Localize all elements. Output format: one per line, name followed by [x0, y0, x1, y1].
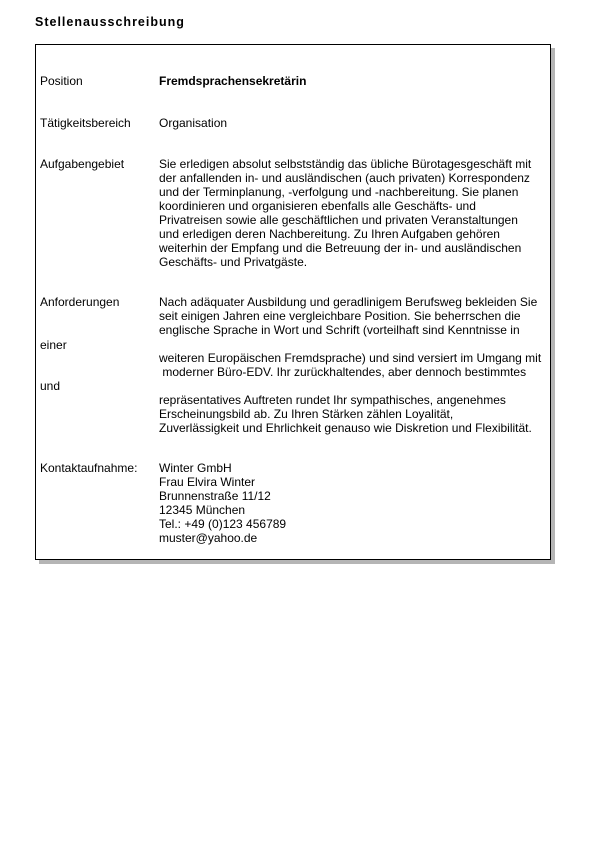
anforderungen-label-und: und: [40, 379, 61, 393]
aufgaben-label: Aufgabengebiet: [40, 157, 125, 171]
anforderungen-line: weiteren Europäischen Fremdsprache) und sind versiert im Umgang mit: [159, 351, 542, 365]
aufgaben-line: weiterhin der Empfang und die Betreuung der in- und ausländischen: [159, 241, 522, 255]
kontakt-street: Brunnenstraße 11/12: [159, 489, 271, 503]
position-label: Position: [40, 74, 83, 88]
aufgaben-line: Sie erledigen absolut selbstständig das übliche Bürotagesgeschäft mit: [159, 157, 532, 171]
bereich-label: Tätigkeitsbereich: [40, 116, 131, 130]
aufgaben-line: Geschäfts- und Privatgäste.: [159, 255, 308, 269]
anforderungen-line: englische Sprache in Wort und Schrift (vorteilhaft sind Kenntnisse in: [159, 323, 520, 337]
anforderungen-line: repräsentatives Auftreten rundet Ihr sympathisches, angenehmes: [159, 393, 506, 407]
aufgaben-line: der anfallenden in- und ausländischen (auch privaten) Korrespondenz: [159, 171, 530, 185]
anforderungen-line: Nach adäquater Ausbildung und geradlinigem Berufsweg bekleiden Sie: [159, 295, 538, 309]
kontakt-label: Kontaktaufnahme:: [40, 461, 138, 475]
anforderungen-line: seit einigen Jahren eine vergleichbare Position. Sie beherrschen die: [159, 309, 521, 323]
anforderungen-line: Zuverlässigkeit und Ehrlichkeit genauso wie Diskretion und Flexibilität.: [159, 421, 532, 435]
position-value: Fremdsprachensekretärin: [159, 74, 307, 88]
kontakt-company: Winter GmbH: [159, 461, 232, 475]
anforderungen-label: Anforderungen: [40, 295, 120, 309]
aufgaben-line: und der Terminplanung, -verfolgung und -nachbereitung. Sie planen: [159, 185, 519, 199]
anforderungen-line: moderner Büro-EDV. Ihr zurückhaltendes, aber dennoch bestimmtes: [159, 365, 527, 379]
kontakt-city: 12345 München: [159, 503, 246, 517]
bereich-value: Organisation: [159, 116, 228, 130]
aufgaben-line: und erledigen deren Nachbereitung. Zu Ihren Aufgaben gehören: [159, 227, 500, 241]
anforderungen-label-einer: einer: [40, 338, 67, 352]
aufgaben-line: Privatreisen sowie alle geschäftlichen und privaten Veranstaltungen: [159, 213, 518, 227]
document-title: Stellenausschreibung: [35, 15, 185, 29]
kontakt-phone: Tel.: +49 (0)123 456789: [159, 517, 287, 531]
job-posting-box: [35, 44, 551, 560]
aufgaben-line: koordinieren und organisieren ebenfalls alle Geschäfts- und: [159, 199, 476, 213]
kontakt-email: muster@yahoo.de: [159, 531, 258, 545]
anforderungen-line: Erscheinungsbild ab. Zu Ihren Stärken zählen Loyalität,: [159, 407, 454, 421]
kontakt-person: Frau Elvira Winter: [159, 475, 256, 489]
